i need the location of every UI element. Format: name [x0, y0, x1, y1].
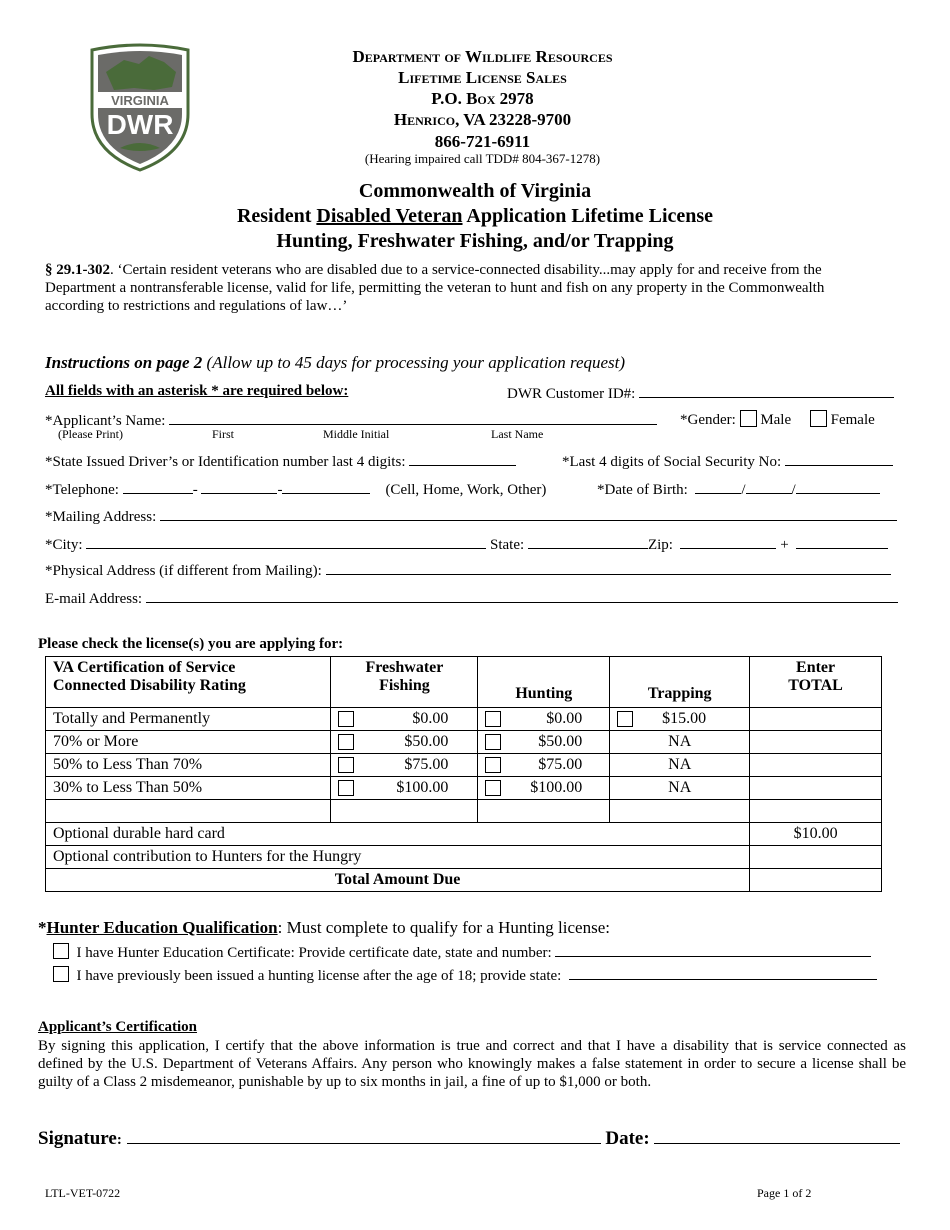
hunter-ed-opt2-row — [53, 965, 877, 985]
signature-colon: : — [116, 1132, 122, 1148]
first-name-hint: First — [212, 427, 235, 441]
header-fishing-l1: Freshwater — [365, 659, 444, 676]
zip-field[interactable] — [680, 534, 776, 549]
signature-label: Signature — [38, 1128, 117, 1149]
physical-field[interactable] — [326, 560, 891, 575]
email-label: E-mail Address: — [45, 591, 143, 607]
license-table — [45, 656, 882, 892]
blank-cell — [610, 800, 750, 823]
fishing-checkbox[interactable] — [338, 757, 354, 773]
hunter-ed-opt1-label: I have Hunter Education Certificate: Provide certificate date, state and number: — [76, 945, 552, 961]
rating-cell: Totally and Permanently — [46, 708, 331, 731]
hunting-price: $0.00 — [546, 710, 583, 727]
blank-cell — [331, 800, 478, 823]
dob-label: *Date of Birth: — [597, 482, 688, 498]
total-cell[interactable] — [750, 708, 882, 731]
dob-slash: / — [741, 482, 746, 498]
header-total-l2: TOTAL — [788, 677, 843, 694]
city-row — [45, 534, 888, 554]
instructions — [45, 353, 625, 373]
hard-card-label: Optional durable hard card — [46, 823, 750, 846]
dl-field[interactable] — [409, 451, 516, 466]
contribution-row — [46, 846, 882, 869]
signature-row — [38, 1127, 900, 1150]
page-number: Page 1 of 2 — [757, 1186, 812, 1200]
hunting-checkbox[interactable] — [485, 711, 501, 727]
hard-card-row — [46, 823, 882, 846]
applicant-name-field[interactable] — [169, 410, 657, 425]
telephone-dash: - — [192, 482, 198, 498]
statute-text: . ‘Certain resident veterans who are disabled due to a service-connected disability...may apply for and receive from the Department a nontransferable license, valid for life, permitting the veteran to hunt and fish on any property in the Commonwealth according to restrictions and regulations of law…’ — [45, 262, 825, 314]
telephone-dash: - — [277, 482, 283, 498]
gender-label: *Gender: — [680, 412, 736, 428]
dob-slash: / — [791, 482, 796, 498]
hunter-ed-title: Hunter Education Qualification — [46, 918, 278, 937]
gender-female-checkbox[interactable] — [810, 410, 827, 427]
email-field[interactable] — [146, 588, 898, 603]
dl-row — [45, 451, 516, 471]
hunting-price: $75.00 — [538, 756, 583, 773]
title-line2-post: Application Lifetime License — [462, 205, 714, 227]
logo-text-bottom: DWR — [106, 109, 174, 140]
title-line2-pre: Resident — [236, 205, 317, 227]
total-cell[interactable] — [750, 731, 882, 754]
state-field[interactable] — [528, 534, 648, 549]
agency-po-box: P.O. Box 2978 — [431, 89, 534, 108]
statute-code: § 29.1-302 — [45, 262, 110, 278]
instructions-rest: (Allow up to 45 days for processing your application request) — [202, 353, 626, 372]
hunter-ed-certificate-checkbox[interactable] — [53, 943, 69, 959]
date-label: Date: — [605, 1128, 650, 1149]
fishing-checkbox[interactable] — [338, 780, 354, 796]
certification-text: By signing this application, I certify that the above information is true and correct and that I have a disability that is service connected as defined by the U.S. Department of Veterans Affairs. Any person who knowingly makes a false statement in order to secure a license shall be guilty of a Class 2 misdemeanor, punishable by up to six months in jail, a fine of up to $1,000 or both. — [38, 1038, 906, 1090]
blank-cell — [46, 800, 331, 823]
telephone-type: (Cell, Home, Work, Other) — [385, 482, 547, 498]
total-due-label: Total Amount Due — [46, 869, 750, 892]
agency-city: Henrico, VA 23228-9700 — [393, 110, 572, 129]
license-header-row — [46, 657, 882, 708]
agency-name: Department of Wildlife Resources — [352, 47, 613, 66]
required-note: All fields with an asterisk * are required below: — [45, 383, 349, 399]
customer-id-field[interactable] — [639, 383, 894, 398]
hunting-cell — [478, 731, 610, 754]
dl-label: *State Issued Driver’s or Identification number last 4 digits: — [45, 454, 406, 470]
hunter-ed-certificate-field[interactable] — [555, 942, 871, 957]
table-row — [46, 731, 882, 754]
header-hunting: Hunting — [478, 657, 610, 708]
trapping-cell: NA — [610, 731, 750, 754]
header-fishing — [331, 657, 478, 708]
certification-title: Applicant’s Certification — [38, 1019, 198, 1035]
gender-male-label: Male — [760, 412, 792, 428]
dwr-logo — [84, 42, 196, 174]
table-row — [46, 708, 882, 731]
ssn-label: *Last 4 digits of Social Security No: — [562, 454, 782, 470]
trapping-cell — [610, 708, 750, 731]
dob-day-field[interactable] — [746, 479, 792, 494]
hunting-checkbox[interactable] — [485, 757, 501, 773]
blank-cell — [750, 800, 882, 823]
hunting-cell — [478, 777, 610, 800]
blank-row — [46, 800, 882, 823]
fishing-cell — [331, 708, 478, 731]
fishing-price: $75.00 — [404, 756, 449, 773]
fishing-cell — [331, 777, 478, 800]
prior-license-checkbox[interactable] — [53, 966, 69, 982]
hunting-price: $100.00 — [530, 779, 583, 796]
total-cell[interactable] — [750, 777, 882, 800]
trapping-cell: NA — [610, 777, 750, 800]
fishing-price: $50.00 — [404, 733, 449, 750]
fishing-checkbox[interactable] — [338, 734, 354, 750]
city-label: *City: — [45, 537, 83, 553]
rating-cell: 50% to Less Than 70% — [46, 754, 331, 777]
agency-unit: Lifetime License Sales — [398, 68, 567, 87]
dob-year-field[interactable] — [796, 479, 880, 494]
zip-plus4-field[interactable] — [796, 534, 888, 549]
hard-card-price[interactable]: $10.00 — [750, 823, 882, 846]
trapping-cell: NA — [610, 754, 750, 777]
fishing-checkbox[interactable] — [338, 711, 354, 727]
total-due-amount-cell[interactable] — [750, 869, 882, 892]
please-print-hint: (Please Print) — [58, 427, 123, 441]
header-rating-l2: Connected Disability Rating — [53, 677, 246, 694]
agency-phone: 866-721-6911 — [434, 132, 531, 151]
state-label: State: — [490, 537, 525, 553]
rating-cell: 70% or More — [46, 731, 331, 754]
gender-row — [680, 410, 875, 429]
fishing-price: $0.00 — [412, 710, 449, 727]
telephone-area-field[interactable] — [123, 479, 193, 494]
title-line1: Commonwealth of Virginia — [358, 180, 592, 202]
table-row — [46, 754, 882, 777]
hunting-checkbox[interactable] — [485, 734, 501, 750]
hunting-price: $50.00 — [538, 733, 583, 750]
telephone-label: *Telephone: — [45, 482, 119, 498]
instructions-bold: Instructions on page 2 — [45, 353, 203, 372]
telephone-line-field[interactable] — [282, 479, 370, 494]
hunting-cell — [478, 754, 610, 777]
blank-cell — [478, 800, 610, 823]
header-trapping: Trapping — [610, 657, 750, 708]
hunter-ed-rest: : Must complete to qualify for a Hunting license: — [277, 918, 610, 937]
zip-plus: + — [780, 537, 789, 553]
logo-text-top: VIRGINIA — [111, 93, 169, 108]
header-fishing-l2: Fishing — [379, 677, 430, 694]
license-prompt: Please check the license(s) you are applying for: — [38, 636, 344, 652]
hunter-ed-opt1-row — [53, 942, 871, 962]
middle-initial-hint: Middle Initial — [323, 427, 390, 441]
contribution-label: Optional contribution to Hunters for the Hungry — [46, 846, 750, 869]
last-name-hint: Last Name — [491, 427, 544, 441]
total-cell[interactable] — [750, 754, 882, 777]
fishing-price: $100.00 — [396, 779, 449, 796]
fishing-cell — [331, 731, 478, 754]
prior-license-state-field[interactable] — [569, 965, 877, 980]
mailing-row — [45, 506, 897, 526]
signature-field[interactable] — [127, 1127, 601, 1144]
dob-month-field[interactable] — [695, 479, 741, 494]
header-rating-l1: VA Certification of Service — [53, 659, 236, 676]
dwr-logo-shield — [84, 42, 196, 174]
header-total-l1: Enter — [796, 659, 836, 676]
gender-male-checkbox[interactable] — [740, 410, 757, 427]
title-line2-underlined: Disabled Veteran — [316, 205, 463, 227]
title-line3: Hunting, Freshwater Fishing, and/or Trapping — [276, 230, 674, 252]
hunter-ed-heading — [38, 918, 610, 938]
zip-label: Zip: — [647, 537, 673, 553]
ssn-field[interactable] — [785, 451, 893, 466]
date-field[interactable] — [654, 1127, 900, 1144]
title-line2 — [120, 204, 830, 229]
physical-label: *Physical Address (if different from Mailing): — [45, 563, 322, 579]
header-total — [750, 657, 882, 708]
hunting-checkbox[interactable] — [485, 780, 501, 796]
agency-tdd: (Hearing impaired call TDD# 804-367-1278) — [364, 151, 601, 166]
customer-id-row — [507, 383, 894, 403]
fishing-cell — [331, 754, 478, 777]
telephone-prefix-field[interactable] — [201, 479, 277, 494]
statute-paragraph — [45, 261, 865, 315]
header-rating — [46, 657, 331, 708]
customer-id-label: DWR Customer ID#: — [507, 386, 636, 402]
total-due-row — [46, 869, 882, 892]
hunting-cell — [478, 708, 610, 731]
mailing-field[interactable] — [160, 506, 897, 521]
trapping-checkbox[interactable] — [617, 711, 633, 727]
applicant-name-label: *Applicant’s Name: — [45, 413, 166, 429]
mailing-label: *Mailing Address: — [45, 509, 157, 525]
dob-row — [597, 479, 880, 499]
table-row — [46, 777, 882, 800]
city-field[interactable] — [86, 534, 486, 549]
gender-female-label: Female — [830, 412, 875, 428]
hunter-ed-opt2-label: I have previously been issued a hunting license after the age of 18; provide state: — [76, 968, 562, 984]
trapping-price: $15.00 — [662, 710, 707, 727]
ssn-row — [562, 451, 893, 471]
hunter-ed-star: * — [38, 918, 47, 937]
rating-cell: 30% to Less Than 50% — [46, 777, 331, 800]
telephone-row — [45, 479, 546, 499]
contribution-amount-cell[interactable] — [750, 846, 882, 869]
form-code: LTL-VET-0722 — [45, 1186, 121, 1200]
physical-row — [45, 560, 891, 580]
email-row — [45, 588, 898, 608]
